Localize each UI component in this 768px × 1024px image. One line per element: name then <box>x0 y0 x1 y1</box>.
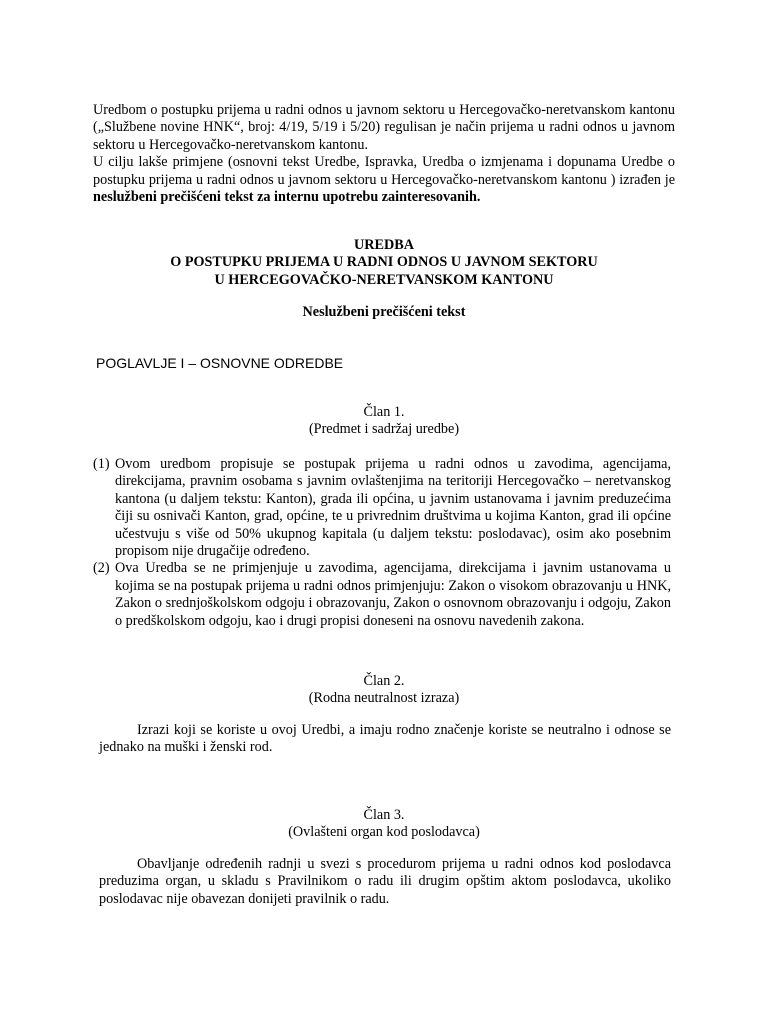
title-line-3: U HERCEGOVAČKO-NERETVANSKOM KANTONU <box>214 271 554 288</box>
chapter-heading: POGLAVLJE I – OSNOVNE ODREDBE <box>96 355 344 371</box>
item-text: Ova Uredba se ne primjenjuje u zavodima, agencijama, direkcijama i javnim ustanovama u kojima se na postupak prijema u radni odnos primjenjuju: Zakon o visokom obrazovanju u HNK, Zakon o srednjoškolskom odgoju i obrazovanju, Zakon o osnovnom obrazovanju i odgoju, Zakon o predškolskom odgoju, kao i drugi propisi doneseni na osnovu navedenih zakona. <box>115 560 671 629</box>
intro-section <box>93 102 675 206</box>
intro-paragraph-1: Uredbom o postupku prijema u radni odnos u javnom sektoru u Hercegovačko-neretvanskom kantonu („Službene novine HNK“, broj: 4/19, 5/19 i 5/20) regulisan je način prijema u radni odnos u javnom sektoru u Hercegovačko-neretvanskom kantonu. <box>93 102 675 153</box>
article-1-header <box>93 404 675 439</box>
article-1-number: Član 1. <box>363 404 405 420</box>
document-title <box>93 237 675 289</box>
item-number: (1) <box>93 456 110 472</box>
article-2-text: Izrazi koji se koriste u ovoj Uredbi, a imaju rodno značenje koriste se neutralno i odnose se jednako na muški i ženski rod. <box>99 722 671 756</box>
article-3-heading: (Ovlašteni organ kod poslodavca) <box>288 824 480 841</box>
article-2-number: Član 2. <box>363 673 405 689</box>
article-3-text: Obavljanje određenih radnji u svezi s procedurom prijema u radni odnos kod poslodavca preduzima organ, u skladu s Pravilnikom o radu ili drugim opštim aktom poslodavca, ukoliko poslodavac nije obavezan donijeti pravilnik o radu. <box>99 856 671 907</box>
title-line-1: UREDBA <box>354 237 414 253</box>
intro-paragraph-2-bold: neslužbeni prečišćeni tekst za internu upotrebu zainteresovanih. <box>93 189 481 206</box>
article-2-heading: (Rodna neutralnost izraza) <box>308 690 460 707</box>
document-subtitle: Neslužbeni prečišćeni tekst <box>302 304 466 320</box>
article-3-number: Član 3. <box>363 807 405 823</box>
title-line-2: O POSTUPKU PRIJEMA U RADNI ODNOS U JAVNOM SEKTORU <box>170 254 598 271</box>
article-1-item-2 <box>93 560 671 630</box>
article-3-header <box>93 807 675 842</box>
intro-paragraph-2-text: U cilju lakše primjene (osnovni tekst Uredbe, Ispravka, Uredba o izmjenama i dopunama Uredbe o postupku prijema u radni odnos u javnom sektoru u Hercegovačko-neretvanskom kantonu ) izrađen je <box>93 154 675 188</box>
article-2-header <box>93 673 675 708</box>
item-number: (2) <box>93 560 110 577</box>
article-1-heading: (Predmet i sadržaj uredbe) <box>308 421 460 438</box>
article-1-items <box>93 456 671 630</box>
item-text: Ovom uredbom propisuje se postupak prijema u radni odnos u zavodima, agencijama, direkcijama, pravnim osobama s javnim ovlaštenjima na teritoriji Hercegovačko – neretvanskog kantona (u daljem tekstu: Kanton), grada ili općina, u javnim ustanovama i javnim preduzećima čiji su osnivači Kanton, grad, općine, te u privrednim društvima u kojima Kanton, grad ili općine učestvuju s više od 50% ukupnog kapitala (u daljem tekstu: poslodavac), osim ako posebnim propisom nije drugačije određeno. <box>115 456 671 560</box>
article-1-item-1 <box>93 456 671 560</box>
intro-paragraph-2 <box>93 154 675 206</box>
